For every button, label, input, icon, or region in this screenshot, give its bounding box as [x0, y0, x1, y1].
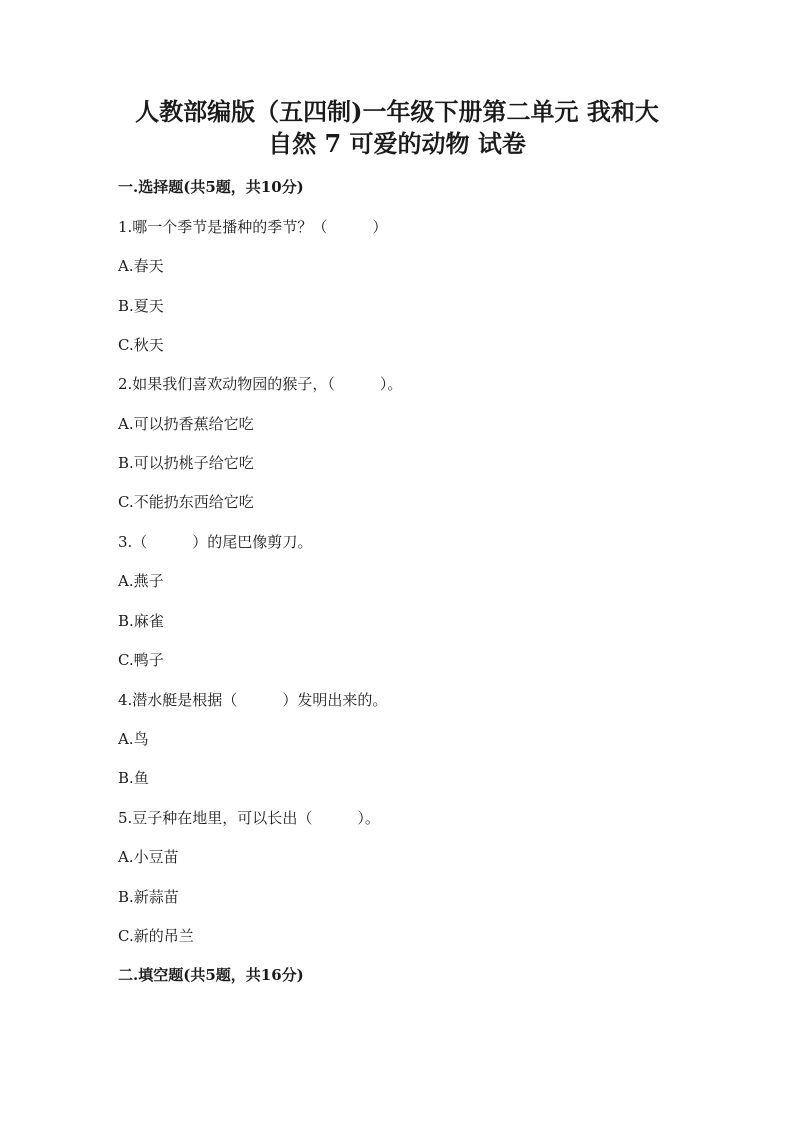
question-option: C.秋天 [118, 336, 164, 354]
question-option: C.鸭子 [118, 651, 164, 669]
question-option: A.鸟 [118, 730, 149, 748]
question-stem: 5.豆子种在地里，可以长出（ ）。 [118, 809, 380, 827]
question-stem: 2.如果我们喜欢动物园的猴子，（ ）。 [118, 375, 403, 393]
section-heading-fill: 二.填空题(共5题，共16分) [118, 966, 304, 984]
question-option: A.可以扔香蕉给它吃 [118, 415, 254, 433]
question-option: B.新蒜苗 [118, 888, 179, 906]
question-stem: 4.潜水艇是根据（ ）发明出来的。 [118, 691, 388, 709]
question-option: B.鱼 [118, 769, 149, 787]
question-option: C.不能扔东西给它吃 [118, 493, 254, 511]
question-option: A.燕子 [118, 572, 164, 590]
question-option: A.小豆苗 [118, 848, 179, 866]
question-option: C.新的吊兰 [118, 927, 194, 945]
section-heading-choice: 一.选择题(共5题，共10分) [118, 178, 304, 196]
page-title-line-2: 自然 7 可爱的动物 试卷 [268, 129, 526, 158]
question-option: B.夏天 [118, 297, 164, 315]
question-option: B.可以扔桃子给它吃 [118, 454, 254, 472]
question-stem: 1.哪一个季节是播种的季节？（ ） [118, 218, 388, 236]
question-stem: 3.（ ）的尾巴像剪刀。 [118, 533, 313, 551]
page-title-line-1: 人教部编版（五四制)一年级下册第二单元 我和大 [135, 97, 659, 126]
question-option: B.麻雀 [118, 612, 164, 630]
question-option: A.春天 [118, 257, 164, 275]
